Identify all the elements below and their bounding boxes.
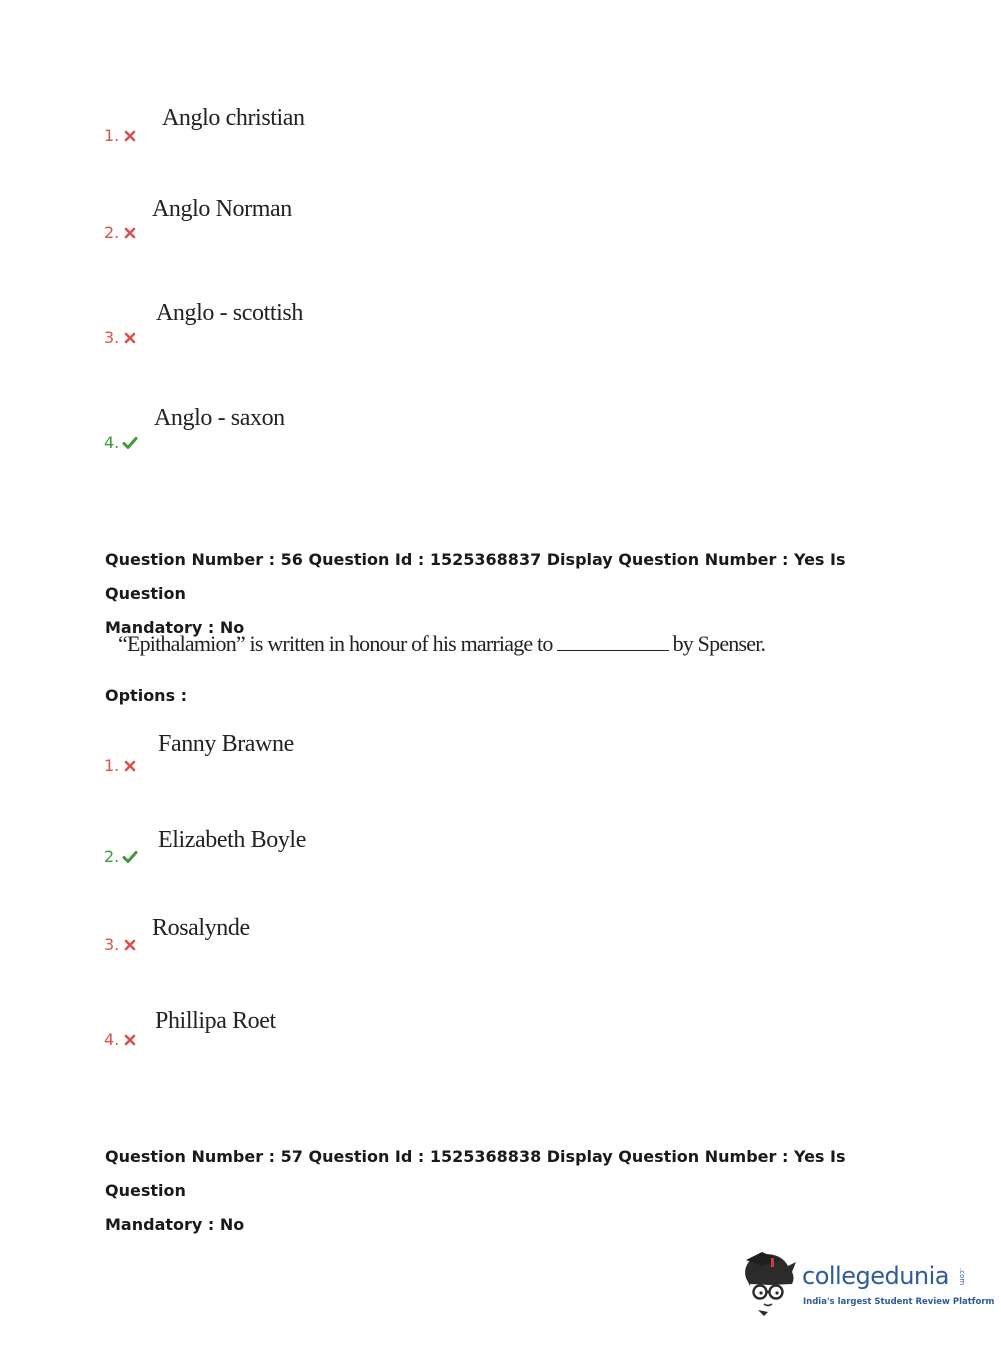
question-text	[118, 630, 765, 658]
logo-domain-suffix: .com	[958, 1268, 966, 1286]
option-number: 3.	[104, 328, 138, 348]
cross-icon	[122, 937, 138, 953]
check-icon	[122, 435, 138, 451]
option-text: Anglo Norman	[152, 196, 292, 222]
check-icon	[122, 849, 138, 865]
question-meta-line: Question Number : 56 Question Id : 1525368837 Display Question Number : Yes Is Question	[105, 550, 846, 603]
option-text: Phillipa Roet	[155, 1008, 276, 1034]
question-header	[105, 1140, 905, 1242]
question-text-after: by Spenser.	[672, 631, 766, 656]
option-number: 4.	[104, 433, 138, 453]
option-text: Elizabeth Boyle	[158, 827, 306, 853]
option-number: 2.	[104, 223, 138, 243]
question-text-before: “Epithalamion” is written in honour of his marriage to	[118, 631, 553, 656]
cross-icon	[122, 758, 138, 774]
mascot-logo-icon	[740, 1248, 802, 1318]
option-number: 3.	[104, 935, 138, 955]
answer-blank	[557, 632, 669, 651]
option-text: Rosalynde	[152, 915, 250, 941]
cross-icon	[122, 128, 138, 144]
logo-tagline: India's largest Student Review Platform	[803, 1297, 995, 1307]
question-meta-line: Question Number : 57 Question Id : 1525368838 Display Question Number : Yes Is Question	[105, 1147, 846, 1200]
option-text: Anglo christian	[162, 105, 305, 131]
option-number: 1.	[104, 126, 138, 146]
option-number: 2.	[104, 847, 138, 867]
cross-icon	[122, 330, 138, 346]
options-label: Options :	[105, 686, 188, 705]
question-meta-line: Mandatory : No	[105, 618, 245, 637]
option-number: 4.	[104, 1030, 138, 1050]
cross-icon	[122, 225, 138, 241]
option-text: Fanny Brawne	[158, 731, 294, 757]
option-text: Anglo - scottish	[156, 300, 303, 326]
collegedunia-logo[interactable]	[740, 1248, 995, 1318]
question-meta-line: Mandatory : No	[105, 1215, 245, 1234]
option-number: 1.	[104, 756, 138, 776]
cross-icon	[122, 1032, 138, 1048]
option-text: Anglo - saxon	[154, 405, 285, 431]
logo-brand-name: collegedunia	[802, 1262, 950, 1290]
